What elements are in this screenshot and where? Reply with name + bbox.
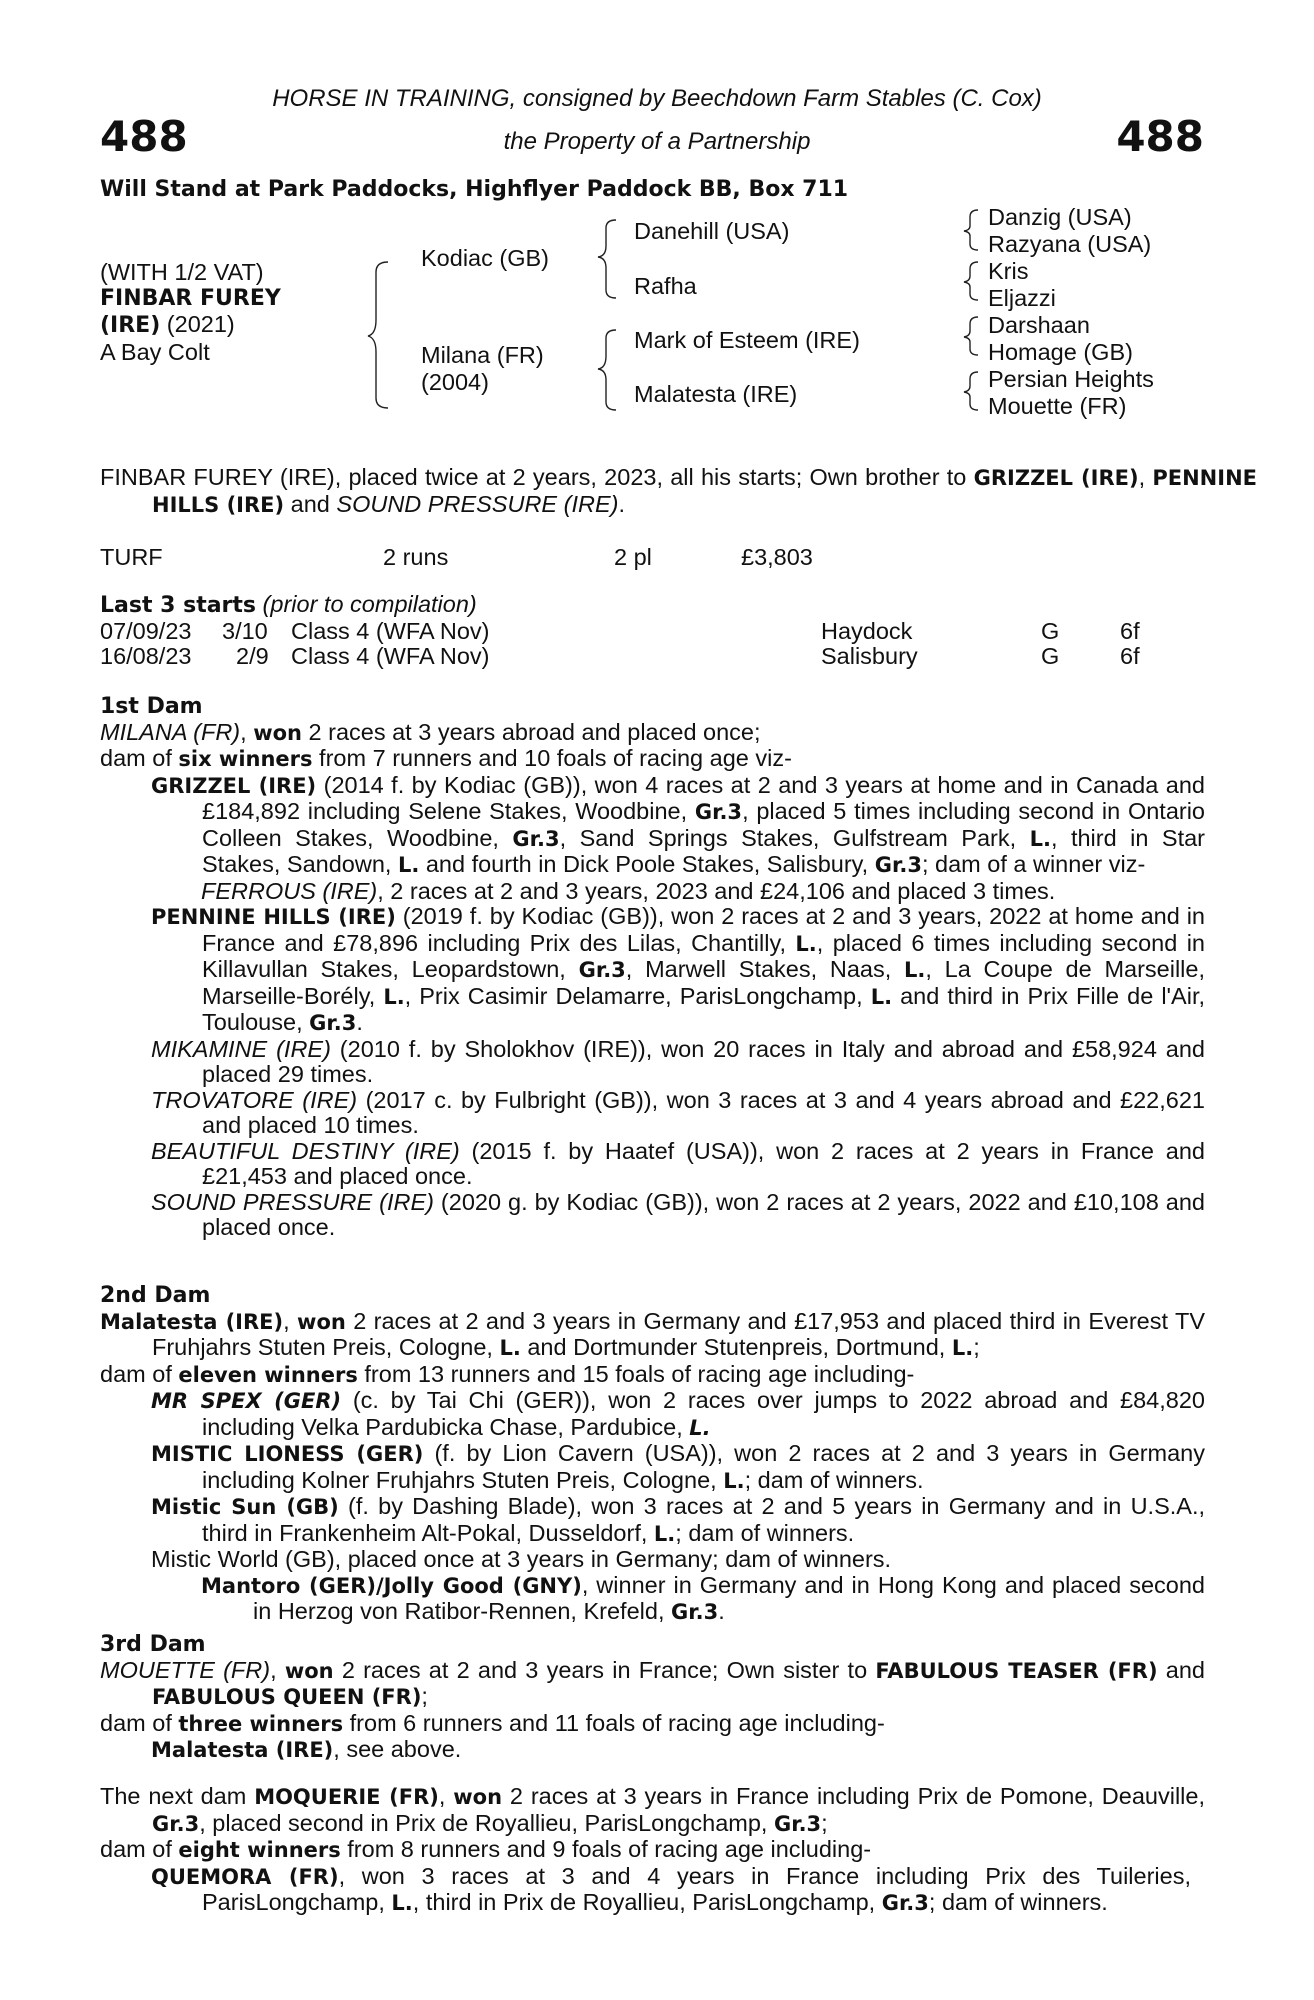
produce-line: dam of six winners from 7 runners and 10 foals of racing age viz-: [100, 745, 792, 771]
section-heading: 3rd Dam: [100, 1632, 206, 1657]
produce-entry: SOUND PRESSURE (IRE) (2020 g. by Kodiac (GB)), won 2 races at 2 years, 2022 and £10,108 and placed once.: [151, 1188, 1205, 1240]
second-dam-section: [100, 1283, 1205, 1626]
produce-line: dam of eleven winners from 13 runners and 15 foals of racing age including-: [100, 1360, 915, 1387]
produce-line: dam of three winners from 6 runners and 11 foals of racing age including-: [100, 1709, 885, 1736]
produce-entry: BEAUTIFUL DESTINY (IRE) (2015 f. by Haatef (USA)), won 2 races at 2 years in France and £21,453 and placed once.: [151, 1137, 1205, 1189]
produce-entry: GRIZZEL (IRE) (2014 f. by Kodiac (GB)), won 4 races at 2 and 3 years at home and in Canada and £184,892 including Selene Stakes, Woodbine, Gr.3, placed 5 times including second in Ontario Colleen Stakes, Woodbine, Gr.3, Sand Springs Stakes, Gulfstream Park, L., third in Star Stakes, Sandown, L. and fourth in Dick Poole Stakes, Salisbury, Gr.3; dam of a winner viz-: [151, 771, 1206, 877]
start-going: G: [1041, 643, 1060, 669]
dam-line: Malatesta (IRE), won 2 races at 2 and 3 years in Germany and £17,953 and placed third in Everest TV Fruhjahrs Stuten Preis, Cologne, L. and Dortmunder Stutenpreis, Dortmund, L.;: [100, 1307, 1206, 1360]
sire: Kodiac (GB): [421, 245, 549, 271]
record-placed: 2 pl: [614, 544, 652, 570]
dam-year: (2004): [421, 369, 489, 395]
start-course: Haydock: [821, 618, 913, 644]
third-dam-section: [100, 1632, 1205, 1764]
last-starts-heading: Last 3 starts (prior to compilation): [100, 591, 477, 618]
produce-entry: PENNINE HILLS (IRE) (2019 f. by Kodiac (GB)), won 2 races at 2 and 3 years, 2022 at home and in France and £78,896 including Prix des Lilas, Chantilly, L., placed 6 times including second in Killavullan Stakes, Leopardstown, Gr.3, Marwell Stakes, Naas, L., La Coupe de Marseille, Marseille-Borély, L., Prix Casimir Delamarre, ParisLongchamp, L. and third in Prix Fille de l'Air, Toulouse, Gr.3.: [151, 903, 1205, 1035]
horse-summary: FINBAR FUREY (IRE), placed twice at 2 years, 2023, all his starts; Own brother to GRIZZEL (IRE), PENNINE HILLS (IRE) and SOUND PRESSURE (IRE).: [100, 464, 1257, 517]
produce-entry: MIKAMINE (IRE) (2010 f. by Sholokhov (IRE)), won 20 races in Italy and abroad and £58,924 and placed 29 times.: [151, 1035, 1205, 1087]
record-runs: 2 runs: [383, 544, 449, 570]
lot-number-left: 488: [100, 112, 188, 161]
gg-7: Persian Heights: [988, 366, 1154, 392]
dam-line: MILANA (FR), won 2 races at 3 years abroad and placed once;: [100, 718, 761, 745]
produce-line: dam of eight winners from 8 runners and 9 foals of racing age including-: [100, 1836, 872, 1862]
horse-description: A Bay Colt: [100, 339, 210, 365]
produce-entry: FERROUS (IRE), 2 races at 2 and 3 years, 2023 and £24,106 and placed 3 times.: [201, 877, 1056, 904]
sire-sire: Danehill (USA): [634, 218, 790, 244]
start-going: G: [1041, 618, 1060, 644]
record-surface: TURF: [100, 544, 163, 570]
dam-line: The next dam MOQUERIE (FR), won 2 races at 3 years in France including Prix de Pomone, Deauville, Gr.3, placed second in Prix de Royallieu, ParisLongchamp, Gr.3;: [100, 1783, 1205, 1836]
produce-entry: MISTIC LIONESS (GER) (f. by Lion Cavern (USA)), won 2 races at 2 and 3 years in Germany including Kolner Fruhjahrs Stuten Preis, Cologne, L.; dam of winners.: [151, 1440, 1206, 1493]
produce-entry: Mistic Sun (GB) (f. by Dashing Blade), won 3 races at 2 and 5 years in Germany and in U.S.A., third in Frankenheim Alt-Pokal, Dusseldorf, L.; dam of winners.: [151, 1493, 1206, 1546]
gg-4: Eljazzi: [988, 285, 1056, 311]
produce-entry: TROVATORE (IRE) (2017 c. by Fulbright (GB)), won 3 races at 3 and 4 years abroad and £22,621 and placed 10 times.: [151, 1086, 1205, 1138]
start-class: Class 4 (WFA Nov): [291, 643, 490, 669]
dam: Milana (FR): [421, 342, 544, 368]
produce-entry: Malatesta (IRE), see above.: [151, 1736, 462, 1762]
start-distance: 6f: [1120, 618, 1140, 644]
first-dam-section: [100, 694, 1205, 1241]
start-position: 3/10: [222, 618, 268, 644]
record-earnings: £3,803: [741, 544, 813, 570]
sire-dam: Rafha: [634, 273, 697, 299]
property-line: the Property of a Partnership: [503, 128, 811, 155]
start-position: 2/9: [236, 643, 269, 669]
gg-3: Kris: [988, 258, 1029, 284]
gg-6: Homage (GB): [988, 339, 1133, 365]
start-date: 16/08/23: [100, 643, 192, 669]
vat-note: (WITH 1/2 VAT): [100, 259, 264, 285]
gg-8: Mouette (FR): [988, 393, 1127, 419]
gg-1: Danzig (USA): [988, 204, 1132, 230]
produce-entry: MR SPEX (GER) (c. by Tai Chi (GER)), won 2 races over jumps to 2022 abroad and £84,820 including Velka Pardubicka Chase, Pardubice, L.: [151, 1387, 1205, 1440]
consignor-line: HORSE IN TRAINING, consigned by Beechdown Farm Stables (C. Cox): [272, 85, 1042, 112]
dam-dam: Malatesta (IRE): [634, 381, 798, 407]
start-date: 07/09/23: [100, 618, 192, 644]
produce-entry: Mantoro (GER)/Jolly Good (GNY), winner in Germany and in Hong Kong and placed second in Herzog von Ratibor-Rennen, Krefeld, Gr.3.: [201, 1571, 1205, 1624]
horse-origin-year: (IRE) (2021): [100, 311, 235, 338]
section-heading: 1st Dam: [100, 694, 203, 719]
start-class: Class 4 (WFA Nov): [291, 618, 490, 644]
gg-5: Darshaan: [988, 312, 1090, 338]
lot-number-right: 488: [1116, 112, 1204, 161]
stand-location: Will Stand at Park Paddocks, Highflyer Paddock BB, Box 711: [100, 177, 849, 202]
next-dam-section: [100, 1784, 1205, 1917]
section-heading: 2nd Dam: [100, 1283, 211, 1308]
horse-name: FINBAR FUREY: [100, 286, 281, 311]
start-course: Salisbury: [821, 643, 918, 669]
start-distance: 6f: [1120, 643, 1140, 669]
gg-2: Razyana (USA): [988, 231, 1152, 257]
produce-entry: QUEMORA (FR), won 3 races at 3 and 4 years in France including Prix des Tuileries, ParisLongchamp, L., third in Prix de Royallieu, ParisLongchamp, Gr.3; dam of winners.: [151, 1862, 1191, 1915]
dam-line: MOUETTE (FR), won 2 races at 2 and 3 years in France; Own sister to FABULOUS TEASER (FR) and FABULOUS QUEEN (FR);: [100, 1656, 1205, 1709]
produce-entry: Mistic World (GB), placed once at 3 years in Germany; dam of winners.: [151, 1546, 892, 1572]
dam-sire: Mark of Esteem (IRE): [634, 327, 860, 353]
